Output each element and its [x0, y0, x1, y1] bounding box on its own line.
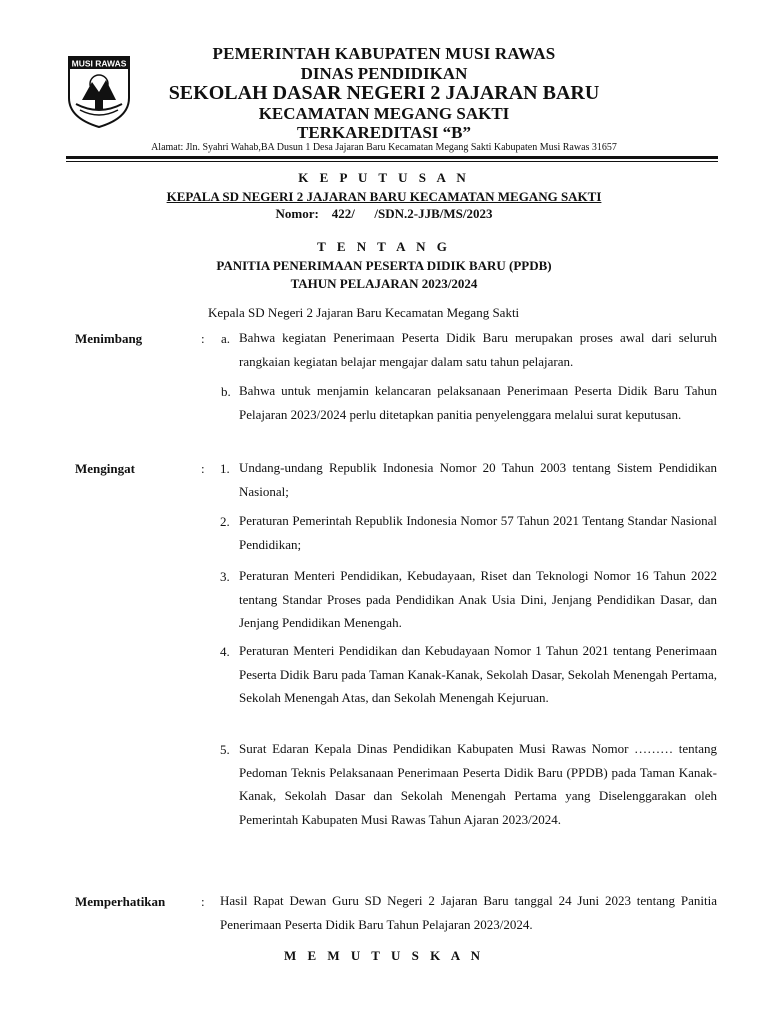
- letterhead-divider-thick: [66, 156, 718, 159]
- list-marker: 2.: [220, 514, 230, 529]
- mengingat-item: Surat Edaran Kepala Dinas Pendidikan Kabupaten Musi Rawas Nomor ……… tentang Pedoman Teknis Pelaksanaan Penerimaan Peserta Didik Baru (PPDB) pada Taman Kanak-Kanak, Sekolah Dasar dan Sekolah Menengah Pertama yang Diselenggarakan oleh Pemerintah Kabupaten Musi Rawas Tahun Ajaran 2023/2024.: [239, 741, 717, 827]
- letterhead-divider-thin: [66, 161, 718, 162]
- decision-number: Nomor: 422/ /SDN.2-JJB/MS/2023: [275, 206, 493, 221]
- mengingat-item: Peraturan Pemerintah Republik Indonesia Nomor 57 Tahun 2021 Tentang Standar Nasional Pendidikan;: [239, 513, 717, 552]
- menimbang-item: Bahwa untuk menjamin kelancaran pelaksanaan Penerimaan Peserta Didik Baru Tahun Pelajaran 2023/2024 perlu ditetapkan panitia penyelenggara melalui surat keputusan.: [239, 383, 717, 422]
- mengingat-item: Peraturan Menteri Pendidikan, Kebudayaan, Riset dan Teknologi Nomor 16 Tahun 2022 tentang Standar Proses pada Pendidikan Anak Usia Dini, Jenjang Pendidikan Dasar, dan Jenjang Pendidikan Menengah.: [239, 568, 717, 630]
- letterhead-government: PEMERINTAH KABUPATEN MUSI RAWAS: [212, 44, 556, 63]
- letterhead-address: Alamat: Jln. Syahri Wahab,BA Dusun 1 Desa Jajaran Baru Kecamatan Megang Sakti Kabupaten Musi Rawas 31657: [151, 142, 617, 153]
- list-marker: 3.: [220, 569, 230, 584]
- decision-heading: K E P U T U S A N: [298, 170, 470, 185]
- list-marker: 1.: [220, 461, 230, 476]
- decides-heading: M E M U T U S K A N: [283, 948, 485, 963]
- memperhatikan-text: Hasil Rapat Dewan Guru SD Negeri 2 Jajaran Baru tanggal 24 Juni 2023 tentang Panitia Penerimaan Peserta Didik Baru Tahun Pelajaran 2023/2024.: [220, 893, 717, 932]
- section-label-memperhatikan: Memperhatikan: [75, 894, 166, 909]
- section-label-mengingat: Mengingat: [75, 461, 135, 476]
- decision-issuer: KEPALA SD NEGERI 2 JAJARAN BARU KECAMATAN MEGANG SAKTI: [166, 189, 602, 204]
- section-colon: :: [201, 461, 205, 476]
- section-label-menimbang: Menimbang: [75, 331, 143, 346]
- list-marker: b.: [221, 384, 231, 399]
- mengingat-item: Undang-undang Republik Indonesia Nomor 20 Tahun 2003 tentang Sistem Pendidikan Nasional;: [239, 460, 717, 499]
- mengingat-item: Peraturan Menteri Pendidikan dan Kebudayaan Nomor 1 Tahun 2021 tentang Penerimaan Peserta Didik Baru pada Taman Kanak-Kanak, Sekolah Dasar, Sekolah Menengah Pertama, Sekolah Menengah Atas, dan Sekolah Menengah Kejuruan.: [239, 643, 717, 705]
- letterhead-department: DINAS PENDIDIKAN: [300, 64, 468, 83]
- section-colon: :: [201, 894, 205, 909]
- section-colon: :: [201, 331, 205, 346]
- letterhead-school: SEKOLAH DASAR NEGERI 2 JAJARAN BARU: [168, 82, 600, 104]
- subject-heading: T E N T A N G: [317, 239, 451, 254]
- list-marker: 5.: [220, 742, 230, 757]
- intro-statement: Kepala SD Negeri 2 Jajaran Baru Kecamatan Megang Sakti: [208, 305, 520, 320]
- list-marker: a.: [221, 331, 231, 346]
- subject-year: TAHUN PELAJARAN 2023/2024: [290, 276, 478, 291]
- letterhead-district: KECAMATAN MEGANG SAKTI: [258, 104, 510, 123]
- letterhead-accreditation: TERKAREDITASI “B”: [297, 123, 471, 142]
- logo-text: MUSI RAWAS: [71, 58, 127, 69]
- menimbang-item: Bahwa kegiatan Penerimaan Peserta Didik Baru merupakan proses awal dari seluruh rangkaian kegiatan belajar mengajar dalam satu tahun pelajaran.: [239, 330, 717, 369]
- list-marker: 4.: [220, 644, 230, 659]
- subject-title: PANITIA PENERIMAAN PESERTA DIDIK BARU (PPDB): [216, 258, 552, 273]
